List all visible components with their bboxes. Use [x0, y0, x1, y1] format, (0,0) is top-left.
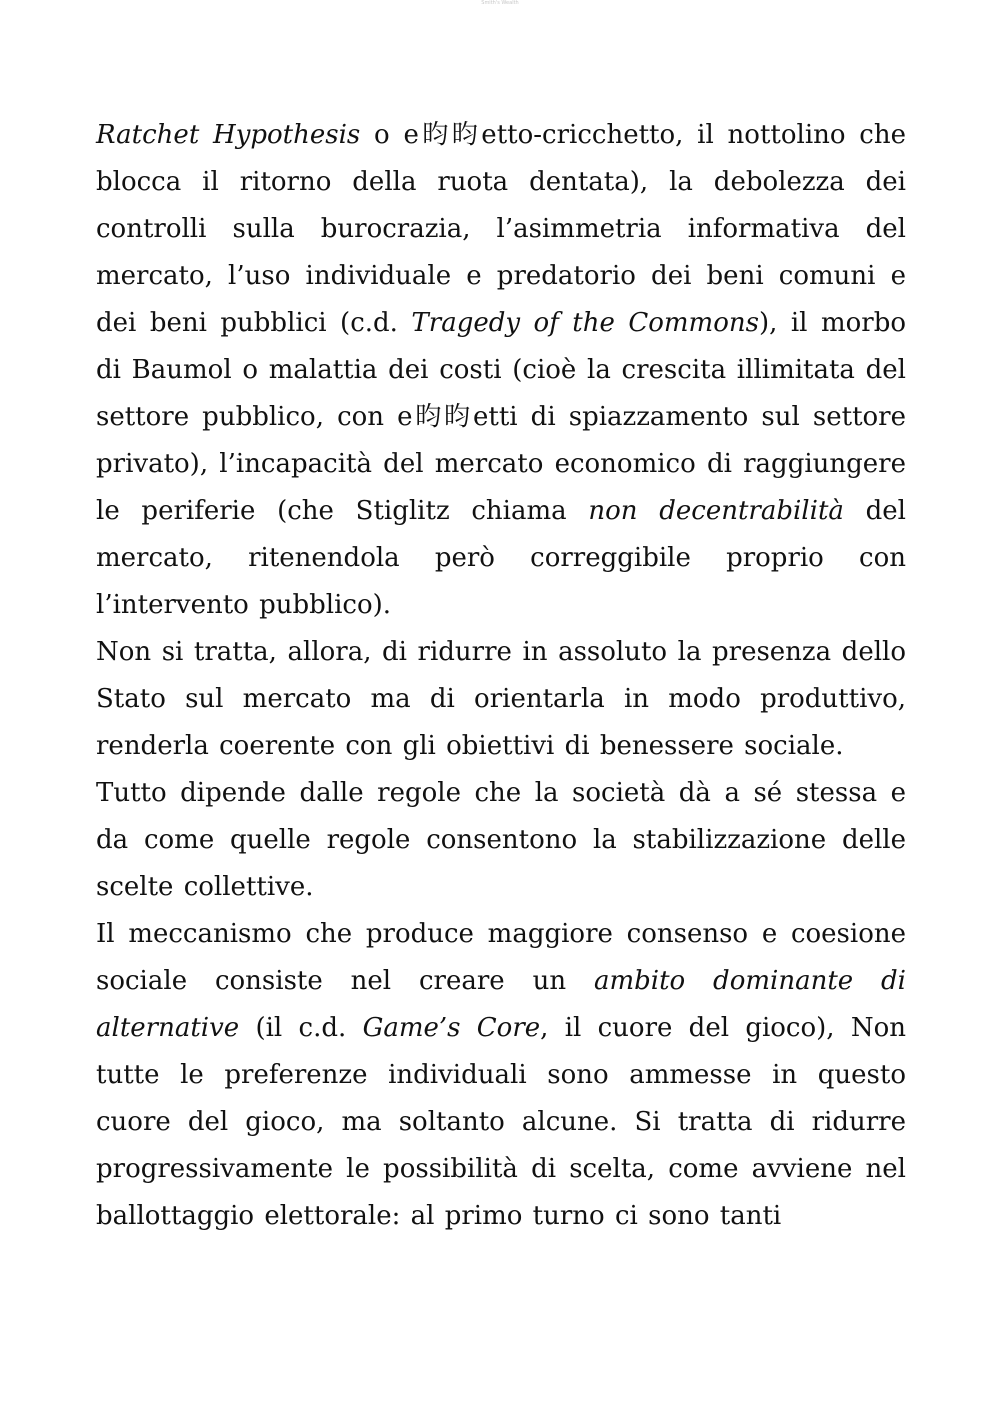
text-run: Tutto dipende dalle regole che la società dà a sé stessa e da come quelle regole consentono la stabilizzazione delle scelte collettive. [96, 778, 906, 902]
page-header-mark: Smith's Wealth [481, 0, 519, 6]
paragraph-1 [96, 112, 906, 629]
text-run: del mercato, ritenendola però correggibile proprio con l’intervento pubblico). [96, 496, 906, 620]
text-italic: Game’s Core [362, 1013, 541, 1043]
text-run: , il cuore del gioco), Non tutte le preferenze individuali sono ammesse in questo cuore del gioco, ma soltanto alcune. Si tratta di ridurre progressivamente le possibilità di scelta, come avviene nel ballottaggio elettorale: al primo turno ci sono tanti [96, 1013, 906, 1231]
text-run: (il c.d. [239, 1013, 363, 1043]
paragraph-3 [96, 770, 906, 911]
text-run: Il meccanismo che produce maggiore consenso e coesione sociale consiste nel creare un [96, 919, 906, 996]
text-italic: Tragedy of the Commons [411, 308, 759, 338]
text-run: Non si tratta, allora, di ridurre in assoluto la presenza dello Stato sul mercato ma di orientarla in modo produttivo, renderla coerente con gli obiettivi di benessere sociale. [96, 637, 906, 761]
document-page [96, 112, 906, 1240]
text-italic: non decentrabilità [588, 496, 844, 526]
text-italic: ambito dominante di alternative [96, 966, 906, 1043]
paragraph-2 [96, 629, 906, 770]
paragraph-4 [96, 911, 906, 1240]
text-run: ), il morbo di Baumol o malattia dei costi (cioè la crescita illimitata del settore pubblico, con e昀昀etti di spiazzamento sul settore privato), l’incapacità del mercato economico di raggiungere le periferie (che Stiglitz chiama [96, 308, 906, 526]
text-run: o e昀昀etto-cricchetto, il nottolino che blocca il ritorno della ruota dentata), la debolezza dei controlli sulla burocrazia, l’asimmetria informativa del mercato, l’uso individuale e predatorio dei beni comuni e dei beni pubblici (c.d. [96, 120, 906, 338]
text-italic: Ratchet Hypothesis [96, 120, 361, 150]
